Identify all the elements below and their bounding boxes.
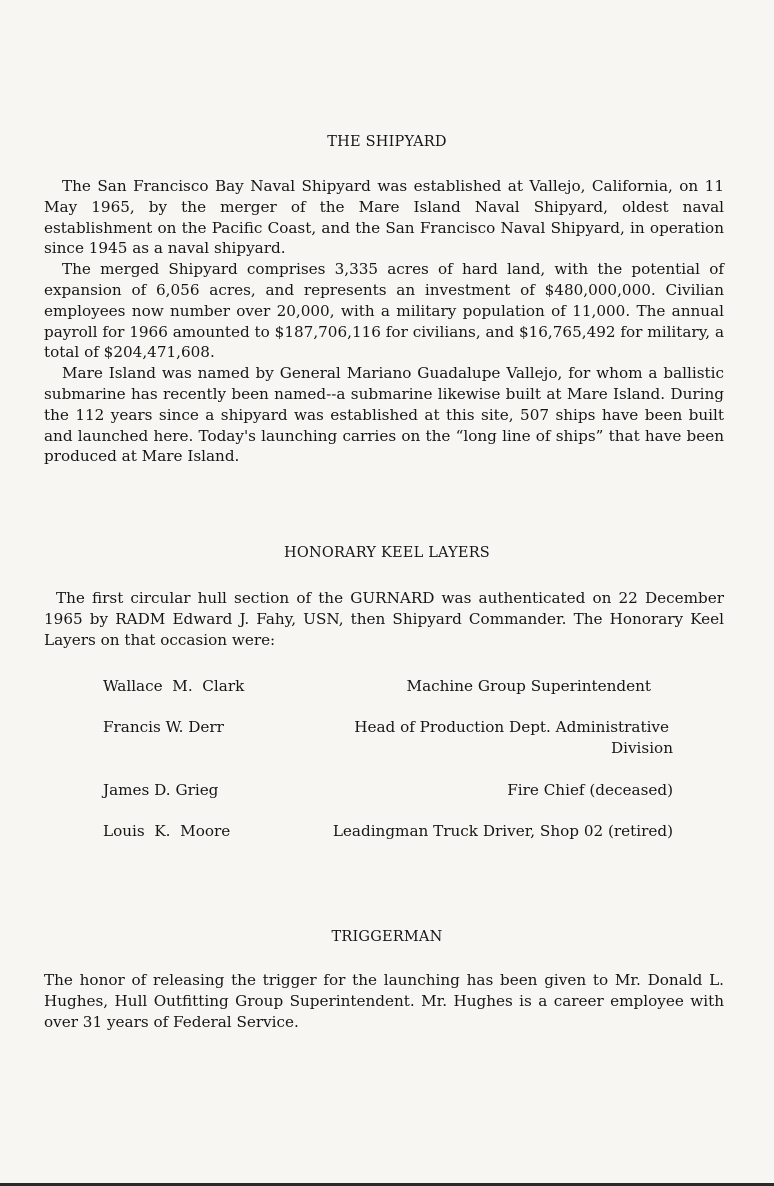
keel-layer-role: Machine Group Superintendent	[406, 677, 651, 695]
keel-layer-role: Fire Chief (deceased)	[507, 780, 673, 799]
shipyard-paragraph-1: The San Francisco Bay Naval Shipyard was established at Vallejo, California, on 11 May 1965, by the merger of the Mare Island Naval Shipyard, oldest naval establishment on the Pacific Coast, and the San Francisco Naval Shipyard, in operation since 1945 as a naval shipyard.	[44, 177, 724, 258]
section-title-triggerman: TRIGGERMAN	[331, 929, 443, 945]
shipyard-body	[44, 176, 724, 467]
section-title-keel-layers: HONORARY KEEL LAYERS	[284, 545, 490, 561]
keel-layer-name: Wallace M. Clark	[103, 677, 245, 695]
section-title-shipyard: THE SHIPYARD	[327, 134, 447, 150]
keel-layer-name: Francis W. Derr	[103, 718, 224, 737]
keel-layer-role: Head of Production Dept. Administrative	[354, 718, 669, 737]
keel-layer-name: James D. Grieg	[103, 780, 219, 799]
keel-layer-role-continued: Division	[610, 739, 673, 758]
keel-layer-row	[103, 780, 673, 801]
shipyard-paragraph-2: The merged Shipyard comprises 3,335 acres of hard land, with the potential of expansion of 6,056 acres, and represents an investment of $480,000,000. Civilian employees now number over 20,000, with a military population of 11,000. The annual payroll for 1966 amounted to $187,706,116 for civilians, and $16,765,492 for military, a total of $204,471,608.	[44, 260, 724, 362]
triggerman-body	[44, 970, 724, 1032]
keel-layers-list	[103, 676, 673, 842]
triggerman-text: The honor of releasing the trigger for the launching has been given to Mr. Donald L. Hughes, Hull Outfitting Group Superintendent. Mr. Hughes is a career employee with over 31 years of Federal Service.	[44, 971, 724, 1031]
keel-layers-intro-text: The first circular hull section of the GURNARD was authenticated on 22 December 1965 by RADM Edward J. Fahy, USN, then Shipyard Commander. The Honorary Keel Layers on that occasion were:	[44, 589, 724, 649]
keel-layers-intro	[44, 588, 724, 650]
keel-layer-role: Leadingman Truck Driver, Shop 02 (retired)	[332, 822, 673, 841]
shipyard-paragraph-3: Mare Island was named by General Mariano Guadalupe Vallejo, for whom a ballistic submarine has recently been named--a submarine likewise built at Mare Island. During the 112 years since a shipyard was established at this site, 507 ships have been built and launched here. Today's launching carries on the “long line of ships” that have been produced at Mare Island.	[44, 364, 724, 466]
keel-layer-row	[103, 717, 673, 738]
keel-layer-name: Louis K. Moore	[103, 822, 231, 841]
keel-layer-row-continued	[103, 738, 673, 759]
keel-layer-row	[103, 821, 673, 842]
keel-layer-row	[103, 676, 673, 697]
